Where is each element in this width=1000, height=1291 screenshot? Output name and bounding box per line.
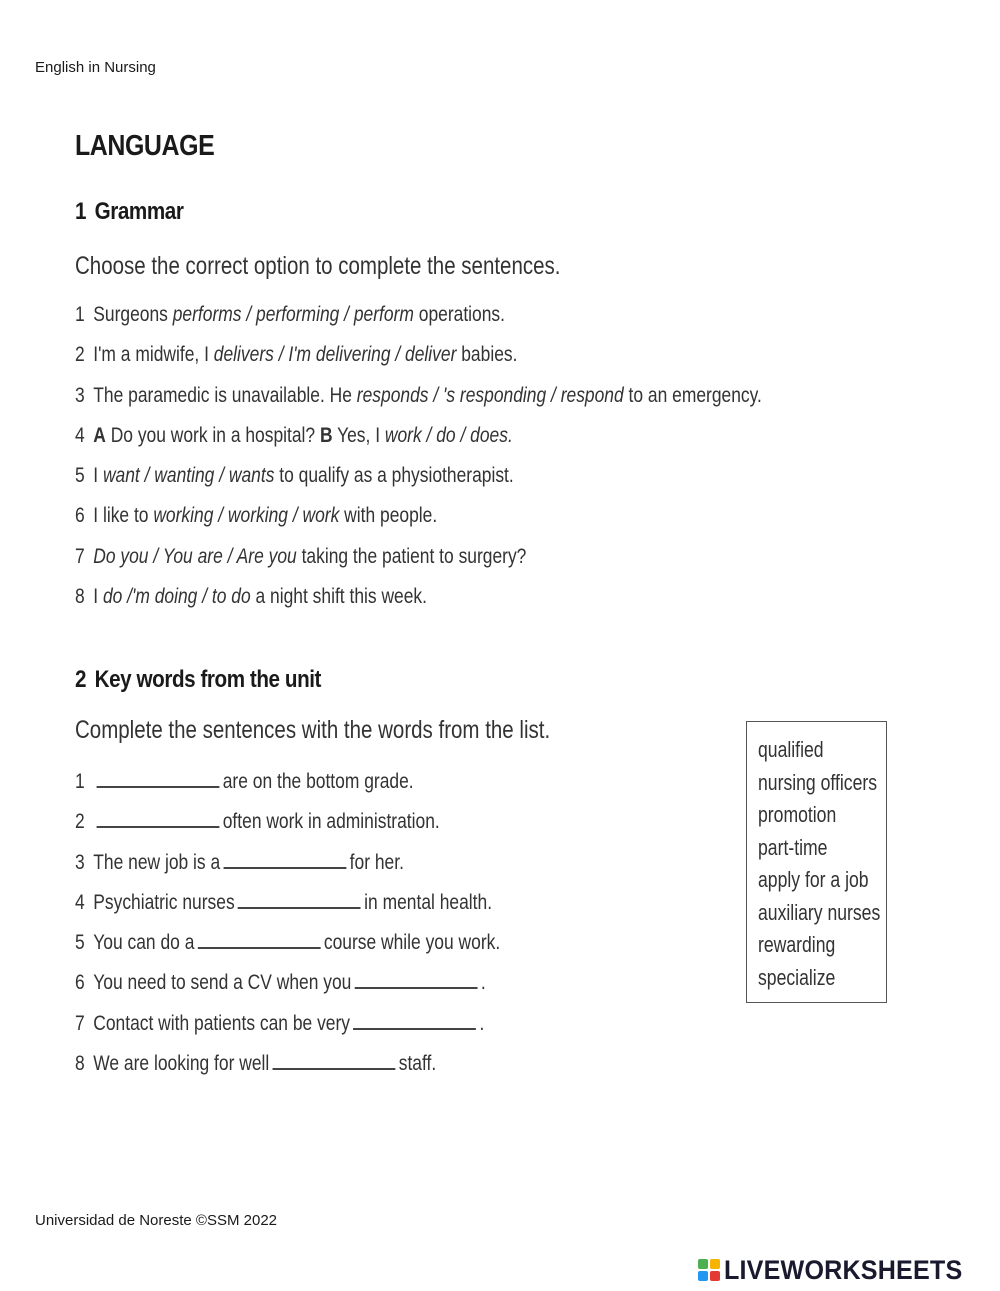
keyword-item [75, 1050, 500, 1090]
keywords-heading [75, 666, 321, 694]
keyword-item [75, 929, 500, 969]
grammar-item [75, 303, 762, 343]
item-text: I do /'m doing / to do a night shift this week. [93, 585, 427, 609]
keyword-item [75, 889, 500, 929]
answer-blank[interactable] [238, 889, 361, 909]
header-note: English in Nursing [35, 59, 156, 76]
footer-note: Universidad de Noreste ©SSM 2022 [35, 1212, 278, 1229]
word-list-item: promotion [758, 802, 837, 827]
item-text: The paramedic is unavailable. He responds / 's responding / respond to an emergency. [93, 383, 762, 407]
word-list-item: nursing officers [758, 769, 878, 795]
grammar-item [75, 504, 762, 544]
item-number: 8 [75, 1052, 85, 1076]
item-text-before: We are looking for well [93, 1052, 270, 1076]
word-list-item: apply for a job [758, 867, 869, 892]
word-list-item: specialize [758, 964, 836, 990]
item-text: I like to working / working / work with people. [93, 504, 438, 528]
grammar-number: 1 [75, 198, 87, 225]
item-text-after: staff. [398, 1052, 437, 1076]
answer-blank[interactable] [97, 768, 220, 788]
keyword-item [75, 808, 500, 848]
item-text-before: You need to send a CV when you [93, 971, 352, 995]
item-text: Surgeons performs / performing / perform operations. [93, 303, 506, 326]
word-list-item: part-time [758, 834, 828, 860]
item-number: 6 [75, 504, 85, 528]
word-list-item: auxiliary nurses [758, 899, 881, 925]
logo-square [710, 1259, 720, 1269]
item-text: I'm a midwife, I delivers / I'm delivering / deliver babies. [93, 343, 518, 367]
logo-square [710, 1271, 720, 1281]
item-number: 5 [75, 464, 85, 488]
keyword-item [75, 969, 500, 1009]
item-text-before: The new job is a [93, 850, 221, 874]
grammar-item [75, 424, 762, 464]
item-text-after: often work in administration. [222, 810, 440, 834]
word-list-item: rewarding [758, 932, 836, 957]
item-number: 4 [75, 890, 85, 914]
logo-square [698, 1259, 708, 1269]
liveworksheets-logo [698, 1254, 980, 1286]
item-text: Do you / You are / Are you taking the patient to surgery? [93, 544, 527, 568]
answer-blank[interactable] [224, 849, 347, 869]
word-list-item: qualified [758, 737, 824, 762]
grammar-item [75, 545, 762, 585]
grammar-heading [75, 198, 183, 226]
keyword-item [75, 1010, 500, 1050]
keywords-list [75, 768, 587, 1090]
item-number: 4 [75, 423, 85, 447]
item-number: 8 [75, 585, 85, 609]
logo-text: LIVEWORKSHEETS [724, 1254, 963, 1285]
item-number: 5 [75, 931, 85, 955]
grammar-list [75, 303, 903, 625]
keywords-number: 2 [75, 666, 87, 693]
item-text-before: Contact with patients can be very [93, 1011, 351, 1035]
item-text-after: in mental health. [364, 890, 493, 914]
item-number: 3 [75, 383, 85, 407]
item-number: 6 [75, 971, 85, 995]
item-number: 2 [75, 810, 85, 834]
item-text: A Do you work in a hospital? B Yes, I work / do / does. [93, 423, 513, 447]
keyword-item [75, 849, 500, 889]
item-text: I want / wanting / wants to qualify as a physiotherapist. [93, 464, 514, 488]
keywords-instruction: Complete the sentences with the words from the list. [75, 716, 551, 744]
section-title: LANGUAGE [75, 130, 215, 162]
item-number: 2 [75, 343, 85, 367]
answer-blank[interactable] [355, 969, 478, 989]
answer-blank[interactable] [97, 808, 220, 828]
word-list [747, 722, 886, 994]
item-text-after: . [479, 1011, 485, 1035]
item-number: 3 [75, 850, 85, 874]
item-text-before: You can do a [93, 931, 195, 955]
keywords-title: Key words from the unit [94, 666, 322, 693]
item-text-after: . [480, 971, 486, 995]
item-text-before: Psychiatric nurses [93, 890, 235, 914]
item-text-after: for her. [349, 850, 404, 874]
logo-square [698, 1271, 708, 1281]
answer-blank[interactable] [198, 929, 321, 949]
logo-mark-icon [698, 1259, 720, 1281]
word-list-box [746, 721, 887, 1003]
answer-blank[interactable] [353, 1010, 476, 1030]
grammar-title: Grammar [94, 198, 184, 225]
grammar-instruction: Choose the correct option to complete the sentences. [75, 252, 561, 280]
item-number: 7 [75, 544, 85, 568]
item-number: 7 [75, 1011, 85, 1035]
keyword-item [75, 768, 500, 808]
item-number: 1 [75, 303, 85, 326]
item-text-after: course while you work. [323, 931, 501, 955]
grammar-item [75, 343, 762, 383]
item-text-after: are on the bottom grade. [222, 770, 414, 793]
grammar-item [75, 384, 762, 424]
item-number: 1 [75, 770, 85, 793]
answer-blank[interactable] [273, 1050, 396, 1070]
grammar-item [75, 585, 762, 625]
grammar-item [75, 464, 762, 504]
